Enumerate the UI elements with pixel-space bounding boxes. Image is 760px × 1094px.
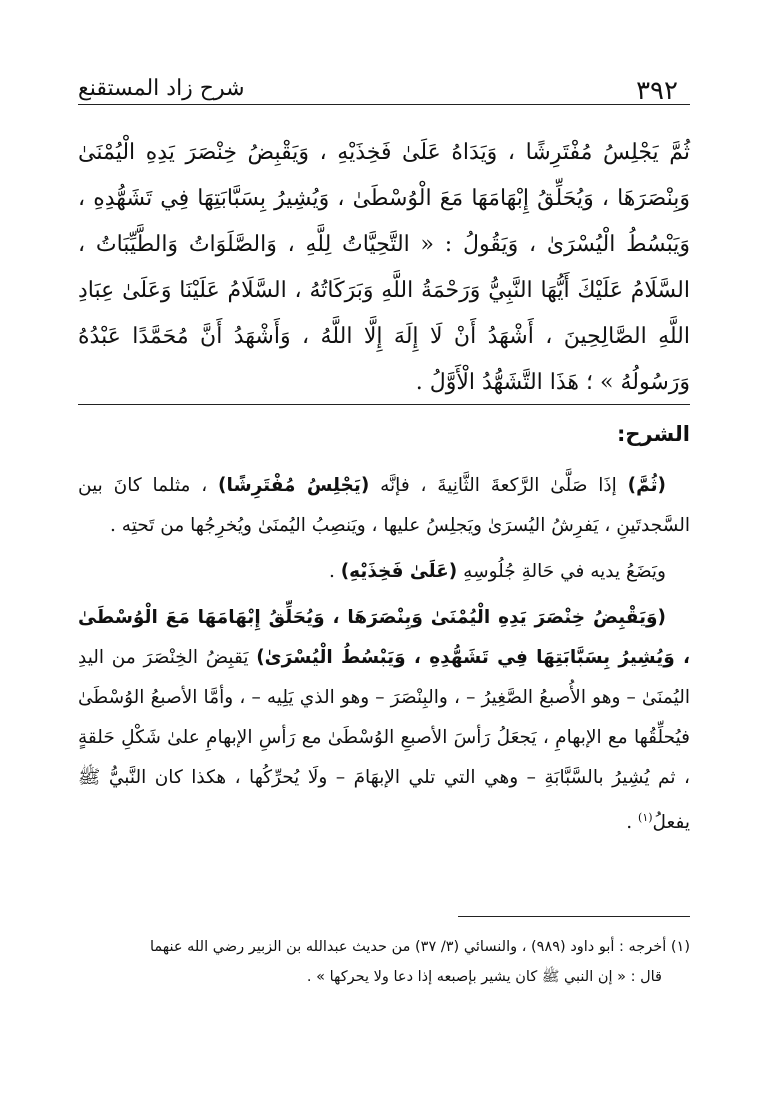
footnotes <box>78 932 690 992</box>
commentary-text: ، مثلما كانَ بين السَّجدتَينِ ، يَفرِشُ اليُسرَىٰ ويَجلِسُ عليها ، ويَنصِبُ اليُمنَىٰ ويُخرِجُها من تَحتِه . <box>78 475 690 536</box>
matn-quote: (وَيَقْبِضُ خِنْصَرَ يَدِهِ الْيُمْنَىٰ وَبِنْصَرَهَا ، وَيُحَلِّقُ إِبْهَامَهَا مَعَ الْوُسْطَىٰ ، وَيُشِيرُ بِسَبَّابَتِهَا فِي تَشَهُّدِهِ ، وَيَبْسُطُ الْيُسْرَىٰ) <box>78 607 690 668</box>
commentary-text: يَقبِضُ الخِنْصَرَ من اليدِ اليُمنَىٰ – وهو الأُصبعُ الصَّغِيرُ – ، والبِنْصَرَ – وهو الذي يَلِيه – ، وأمَّا الأصبعُ الوُسْطَىٰ فيُحلِّقُها مع الإبهامِ ، يَجعَلُ رَأسَ الأصبعِ الوُسْطَىٰ مع رَأسِ الإبهامِ علىٰ شَكْلِ حَلقةٍ ، ثم يُشِيرُ بالسَّبَّابَةِ – وهي التي تلي الإبهَامَ – ولَا يُحرِّكُها ، هكذا كان النَّبيُّ ﷺ يفعلُ <box>78 647 690 834</box>
page-header <box>78 72 690 112</box>
matn-text: ثُمَّ يَجْلِسُ مُفْتَرِشًا ، وَيَدَاهُ عَلَىٰ فَخِذَيْهِ ، وَيَقْبِضُ خِنْصَرَ يَدِهِ الْيُمْنَىٰ وَبِنْصَرَهَا ، وَيُحَلِّقُ إِبْهَامَهَا مَعَ الْوُسْطَىٰ ، وَيُشِيرُ بِسَبَّابَتِهَا فِي تَشَهُّدِهِ ، وَيَبْسُطُ الْيُسْرَىٰ ، وَيَقُولُ : « التَّحِيَّاتُ لِلَّهِ ، وَالصَّلَوَاتُ وَالطَّيِّبَاتُ ، السَّلَامُ عَلَيْكَ أَيُّهَا النَّبِيُّ وَرَحْمَةُ اللَّهِ وَبَرَكَاتُهُ ، السَّلَامُ عَلَيْنَا وَعَلَىٰ عِبَادِ اللَّهِ الصَّالِحِينَ ، أَشْهَدُ أَنْ لَا إِلَهَ إِلَّا اللَّهُ ، وَأَشْهَدُ أَنَّ مُحَمَّدًا عَبْدُهُ وَرَسُولُهُ » ؛ هَذَا التَّشَهُّدُ الْأَوَّلُ . <box>78 140 690 395</box>
matn-quote: (ثُمَّ) <box>627 475 666 496</box>
footnote-line: (١) أخرجه : أبو داود (٩٨٩) ، والنسائي (٣/ ٣٧) من حديث عبدالله بن الزبير رضي الله عنهما <box>149 939 690 955</box>
matn-divider <box>78 404 690 405</box>
matn-quote: (يَجْلِسُ مُفْتَرِشًا) <box>218 475 370 496</box>
commentary-text: إذَا صَلَّىٰ الرَّكعةَ الثَّانِيةَ ، فإنَّه <box>369 475 628 496</box>
sharh-paragraph-2 <box>78 552 690 592</box>
footnote-reference[interactable]: (١) <box>638 811 653 824</box>
sharh-body <box>78 466 690 849</box>
book-title: شرح زاد المستقنع <box>78 76 245 101</box>
sharh-heading: الشرح: <box>616 422 690 446</box>
header-divider <box>78 104 690 105</box>
page <box>78 58 690 1068</box>
commentary-text: ويَضَعُ يديه في حَالةِ جُلُوسِهِ <box>457 561 666 582</box>
page-number: ٣٩٢ <box>636 76 678 106</box>
sharh-paragraph-1 <box>78 466 690 546</box>
sharh-paragraph-3 <box>78 598 690 843</box>
footnote-line: قال : « إن النبي ﷺ كان يشير بإصبعه إذا دعا ولا يحركها » . <box>306 969 662 985</box>
commentary-text: . <box>626 812 639 834</box>
commentary-text: . <box>328 561 341 582</box>
matn-quote: (عَلَىٰ فَخِذَيْهِ) <box>340 561 458 582</box>
footnote-divider <box>458 916 690 917</box>
